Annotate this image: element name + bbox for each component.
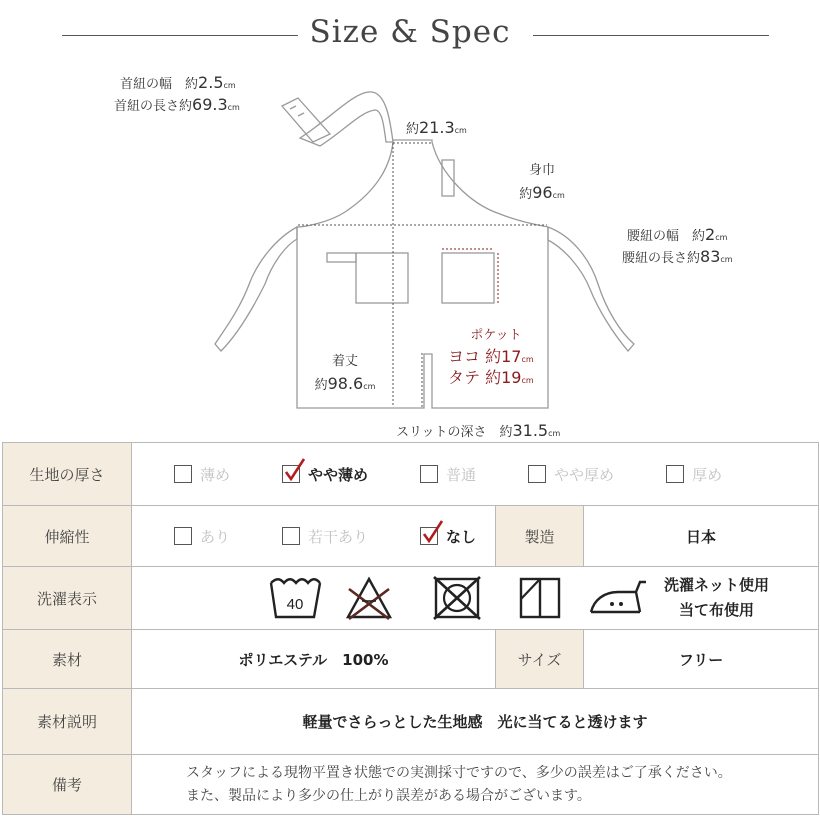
- made-in-header: 製造: [496, 506, 584, 567]
- wash-temp-text: 40: [286, 596, 304, 613]
- checkbox-icon[interactable]: [420, 465, 438, 483]
- checkbox-icon[interactable]: [282, 527, 300, 545]
- stretch-header: 伸縮性: [3, 506, 132, 567]
- stretch-option-list: [132, 526, 495, 547]
- top-width-label: 約21.3cm: [406, 118, 467, 137]
- thickness-option-4[interactable]: [666, 464, 722, 485]
- body-width-label: 身巾 約96cm: [519, 163, 565, 202]
- thickness-option-2[interactable]: [420, 464, 476, 485]
- pocket-height-label: タテ 約19cm: [448, 368, 534, 387]
- spec-table: [2, 442, 819, 815]
- pocket-label: ポケット: [470, 328, 522, 343]
- stretch-option-2[interactable]: [420, 526, 476, 547]
- thickness-option-label: やや厚め: [554, 465, 615, 484]
- material-header: 素材: [3, 630, 132, 689]
- care-notes: [664, 573, 769, 623]
- page-title: Size & Spec: [309, 14, 511, 50]
- no-tumble-dry-icon: [430, 575, 484, 621]
- checkbox-icon[interactable]: [174, 527, 192, 545]
- thickness-option-label: やや薄め: [308, 465, 369, 484]
- thickness-option-label: 薄め: [200, 465, 231, 484]
- row-care: [3, 567, 819, 630]
- neck-strap-width-label: 首紐の幅 約2.5cm: [120, 73, 236, 92]
- stretch-options: [132, 506, 496, 567]
- slit-depth-label: スリットの深さ 約31.5cm: [396, 421, 561, 440]
- thickness-option-label: 厚め: [692, 465, 723, 484]
- checkbox-icon[interactable]: [528, 465, 546, 483]
- care-header: 洗濯表示: [3, 567, 132, 630]
- row-description: [3, 689, 819, 755]
- check-mark-icon: [422, 520, 444, 544]
- made-in-value: 日本: [584, 506, 819, 567]
- waist-strap-width-label: 腰紐の幅 約2cm: [627, 225, 728, 244]
- thickness-option-label: 普通: [446, 465, 477, 484]
- stretch-option-label: あり: [200, 527, 231, 546]
- pocket-width-label: ヨコ 約17cm: [448, 347, 534, 366]
- stretch-option-0[interactable]: [174, 526, 230, 547]
- care-note-cloth: 当て布使用: [679, 601, 755, 619]
- thickness-options: [132, 443, 819, 506]
- description-value: 軽量でさらっとした生地感 光に当てると透けます: [132, 689, 819, 755]
- checkbox-icon[interactable]: [282, 465, 300, 483]
- no-bleach-icon: [344, 575, 394, 621]
- checkbox-icon[interactable]: [666, 465, 684, 483]
- remarks-header: 備考: [3, 755, 132, 815]
- thickness-option-1[interactable]: [282, 464, 368, 485]
- length-label: 着丈 約98.6cm: [314, 354, 376, 393]
- title-rule-left: [62, 35, 298, 36]
- checkbox-icon[interactable]: [174, 465, 192, 483]
- title-rule-right: [533, 35, 769, 36]
- thickness-option-list: [132, 464, 818, 485]
- size-value: フリー: [584, 630, 819, 689]
- check-mark-icon: [284, 458, 306, 482]
- thickness-header: 生地の厚さ: [3, 443, 132, 506]
- iron-low-icon: [588, 578, 648, 618]
- care-symbols: [132, 567, 819, 630]
- thickness-option-3[interactable]: [528, 464, 614, 485]
- neck-strap-length-label: 首紐の長さ約69.3cm: [114, 95, 240, 114]
- line-dry-icon: [518, 575, 562, 621]
- thickness-option-0[interactable]: [174, 464, 230, 485]
- care-note-net: 洗濯ネット使用: [664, 576, 770, 594]
- row-thickness: [3, 443, 819, 506]
- row-material: [3, 630, 819, 689]
- stretch-option-label: 若干あり: [308, 527, 369, 546]
- size-header: サイズ: [496, 630, 584, 689]
- waist-strap-length-label: 腰紐の長さ約83cm: [622, 247, 733, 266]
- remarks-value: [132, 755, 819, 815]
- row-remarks: [3, 755, 819, 815]
- stretch-option-label: なし: [446, 527, 477, 546]
- wash-tub-icon: [268, 575, 322, 621]
- remarks-line-2: また、製品により多少の仕上がり誤差がある場合がございます。: [186, 787, 591, 804]
- checkbox-icon[interactable]: [420, 527, 438, 545]
- stretch-option-1[interactable]: [282, 526, 368, 547]
- material-value: ポリエステル 100%: [132, 630, 496, 689]
- description-header: 素材説明: [3, 689, 132, 755]
- row-stretch: [3, 506, 819, 567]
- remarks-line-1: スタッフによる現物平置き状態での実測採寸ですので、多少の誤差はご了承ください。: [186, 764, 732, 781]
